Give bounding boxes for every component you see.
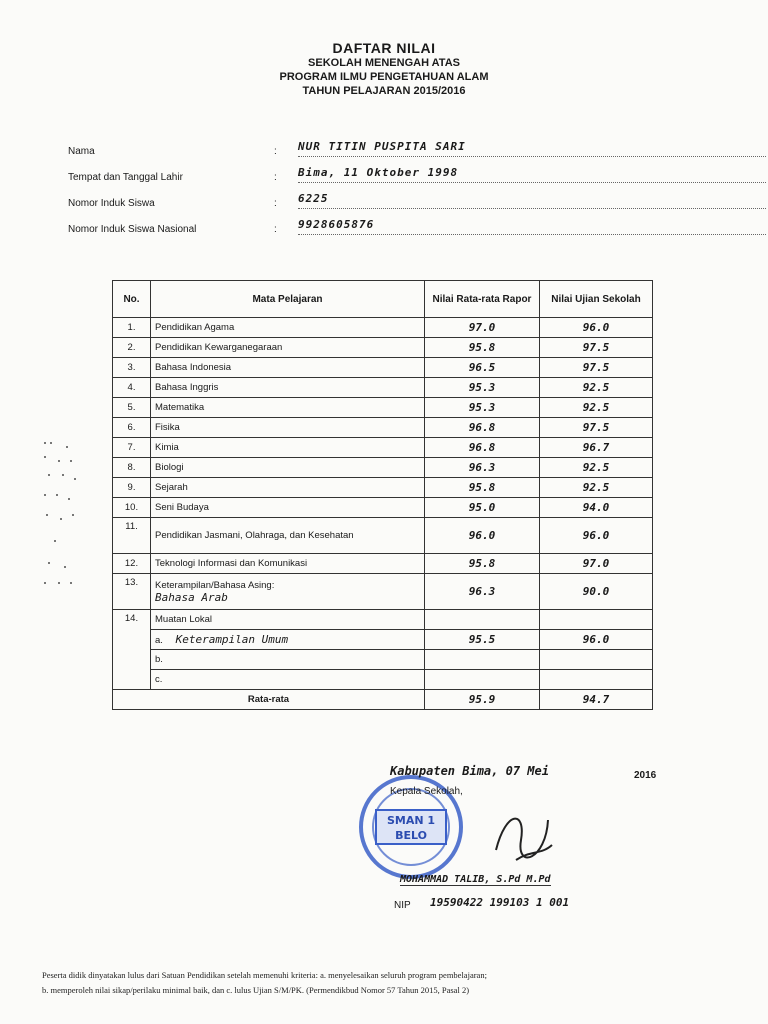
row-ujian: 92.5 bbox=[540, 398, 653, 418]
row-subject-detail: Keterampilan Umum bbox=[175, 633, 289, 646]
stamp-line1: SMAN 1 bbox=[386, 814, 436, 827]
row-ujian: 96.0 bbox=[540, 318, 653, 338]
row-subject: Muatan Lokal bbox=[151, 610, 425, 630]
sub-letter: a. bbox=[155, 635, 163, 646]
row-no: 8. bbox=[113, 458, 151, 478]
row-ujian-empty bbox=[540, 610, 653, 630]
row-no: 14. bbox=[113, 610, 151, 690]
row-ujian: 97.5 bbox=[540, 358, 653, 378]
row-ujian: 92.5 bbox=[540, 478, 653, 498]
student-birth: Bima, 11 Oktober 1998 bbox=[298, 164, 766, 183]
table-row bbox=[113, 438, 653, 458]
info-label: Nomor Induk Siswa bbox=[68, 198, 155, 209]
row-rapor-empty bbox=[425, 610, 540, 630]
row-rapor: 95.5 bbox=[425, 630, 540, 650]
table-row bbox=[113, 670, 653, 690]
table-row bbox=[113, 650, 653, 670]
school-level: SEKOLAH MENENGAH ATAS bbox=[308, 57, 460, 69]
table-row bbox=[113, 398, 653, 418]
handwritten-signature bbox=[486, 800, 556, 870]
principal-name: MOHAMMAD TALIB, S.Pd M.Pd bbox=[400, 874, 551, 885]
table-header-row bbox=[113, 281, 653, 318]
row-ujian: 92.5 bbox=[540, 378, 653, 398]
info-label: Nomor Induk Siswa Nasional bbox=[68, 224, 197, 235]
table-row bbox=[113, 338, 653, 358]
row-subject-cell bbox=[151, 574, 425, 610]
info-label: Nama bbox=[68, 146, 95, 157]
row-no: 9. bbox=[113, 478, 151, 498]
row-subject: Pendidikan Kewarganegaraan bbox=[151, 338, 425, 358]
row-subject: Bahasa Inggris bbox=[151, 378, 425, 398]
row-rapor: 95.3 bbox=[425, 378, 540, 398]
info-label: Tempat dan Tanggal Lahir bbox=[68, 172, 183, 183]
row-ujian: 97.5 bbox=[540, 338, 653, 358]
row-no: 11. bbox=[113, 518, 151, 554]
info-row-nis bbox=[68, 190, 708, 216]
row-subject: Matematika bbox=[151, 398, 425, 418]
row-ujian: 92.5 bbox=[540, 458, 653, 478]
table-row bbox=[113, 574, 653, 610]
row-ujian-empty bbox=[540, 650, 653, 670]
row-no: 13. bbox=[113, 574, 151, 610]
grades-table bbox=[112, 280, 653, 710]
info-row-birth bbox=[68, 164, 708, 190]
table-row bbox=[113, 418, 653, 438]
info-colon: : bbox=[274, 146, 277, 157]
program-name: PROGRAM ILMU PENGETAHUAN ALAM bbox=[279, 71, 489, 83]
table-row bbox=[113, 378, 653, 398]
row-no: 4. bbox=[113, 378, 151, 398]
row-rapor: 95.8 bbox=[425, 338, 540, 358]
header-subject: Mata Pelajaran bbox=[151, 281, 425, 318]
header-ujian: Nilai Ujian Sekolah bbox=[540, 281, 653, 318]
row-ujian: 96.7 bbox=[540, 438, 653, 458]
info-colon: : bbox=[274, 172, 277, 183]
row-rapor: 96.3 bbox=[425, 458, 540, 478]
row-no: 6. bbox=[113, 418, 151, 438]
row-ujian-empty bbox=[540, 670, 653, 690]
sub-letter: b. bbox=[151, 650, 425, 670]
average-rapor: 95.9 bbox=[425, 690, 540, 710]
signature-year: 2016 bbox=[634, 770, 657, 781]
info-colon: : bbox=[274, 224, 277, 235]
row-ujian: 90.0 bbox=[540, 574, 653, 610]
row-no: 1. bbox=[113, 318, 151, 338]
table-row bbox=[113, 478, 653, 498]
row-no: 3. bbox=[113, 358, 151, 378]
row-ujian: 94.0 bbox=[540, 498, 653, 518]
row-subject: Sejarah bbox=[151, 478, 425, 498]
row-rapor: 96.8 bbox=[425, 438, 540, 458]
info-row-nisn bbox=[68, 216, 708, 242]
row-rapor: 95.8 bbox=[425, 554, 540, 574]
table-row bbox=[113, 610, 653, 630]
row-no: 5. bbox=[113, 398, 151, 418]
signature-place-date: Kabupaten Bima, 07 Mei bbox=[390, 764, 549, 778]
student-nis: 6225 bbox=[298, 190, 766, 209]
sub-letter: c. bbox=[151, 670, 425, 690]
footer-line: b. memperoleh nilai sikap/perilaku minimal baik, dan c. lulus Ujian S/M/PK. (Permendikbud Nomor 57 Tahun 2015, Pasal 2) bbox=[42, 985, 470, 995]
row-subject-cell bbox=[151, 630, 425, 650]
info-colon: : bbox=[274, 198, 277, 209]
header-rapor: Nilai Rata-rata Rapor bbox=[425, 281, 540, 318]
row-rapor: 96.8 bbox=[425, 418, 540, 438]
row-subject: Teknologi Informasi dan Komunikasi bbox=[151, 554, 425, 574]
average-ujian: 94.7 bbox=[540, 690, 653, 710]
row-rapor: 96.5 bbox=[425, 358, 540, 378]
table-row bbox=[113, 554, 653, 574]
footer-note bbox=[42, 968, 752, 998]
row-subject-detail: Bahasa Arab bbox=[155, 590, 228, 604]
table-row bbox=[113, 518, 653, 554]
row-no: 10. bbox=[113, 498, 151, 518]
footer-line: Peserta didik dinyatakan lulus dari Satuan Pendidikan setelah memenuhi kriteria: a. menyelesaikan seluruh program pembelajaran; bbox=[42, 970, 487, 980]
row-ujian: 96.0 bbox=[540, 630, 653, 650]
row-rapor: 95.0 bbox=[425, 498, 540, 518]
row-no: 2. bbox=[113, 338, 151, 358]
row-subject: Fisika bbox=[151, 418, 425, 438]
document-header bbox=[0, 40, 768, 98]
row-rapor-empty bbox=[425, 650, 540, 670]
table-row bbox=[113, 358, 653, 378]
row-subject: Biologi bbox=[151, 458, 425, 478]
row-ujian: 96.0 bbox=[540, 518, 653, 554]
row-subject: Pendidikan Agama bbox=[151, 318, 425, 338]
row-rapor-empty bbox=[425, 670, 540, 690]
row-ujian: 97.0 bbox=[540, 554, 653, 574]
nip-label: NIP bbox=[394, 900, 411, 911]
student-nisn: 9928605876 bbox=[298, 216, 766, 235]
table-row bbox=[113, 458, 653, 478]
row-no: 12. bbox=[113, 554, 151, 574]
row-rapor: 97.0 bbox=[425, 318, 540, 338]
row-subject: Keterampilan/Bahasa Asing: bbox=[155, 579, 275, 591]
row-subject: Seni Budaya bbox=[151, 498, 425, 518]
row-rapor: 95.8 bbox=[425, 478, 540, 498]
info-row-name bbox=[68, 138, 708, 164]
row-rapor: 95.3 bbox=[425, 398, 540, 418]
student-name: NUR TITIN PUSPITA SARI bbox=[298, 138, 766, 157]
signature-role: Kepala Sekolah, bbox=[390, 786, 463, 797]
row-rapor: 96.3 bbox=[425, 574, 540, 610]
edge-dots-decoration bbox=[40, 440, 80, 590]
document-title: DAFTAR NILAI bbox=[332, 40, 436, 56]
row-rapor: 96.0 bbox=[425, 518, 540, 554]
average-row bbox=[113, 690, 653, 710]
table-row bbox=[113, 630, 653, 650]
table-row bbox=[113, 498, 653, 518]
row-ujian: 97.5 bbox=[540, 418, 653, 438]
row-subject: Kimia bbox=[151, 438, 425, 458]
average-label: Rata-rata bbox=[113, 690, 425, 710]
row-subject: Bahasa Indonesia bbox=[151, 358, 425, 378]
header-no: No. bbox=[113, 281, 151, 318]
stamp-line2: BELO bbox=[395, 829, 427, 842]
row-subject: Pendidikan Jasmani, Olahraga, dan Kesehatan bbox=[151, 518, 425, 554]
row-no: 7. bbox=[113, 438, 151, 458]
table-row bbox=[113, 318, 653, 338]
nip-value: 19590422 199103 1 001 bbox=[430, 896, 570, 909]
student-info bbox=[68, 138, 708, 242]
academic-year: TAHUN PELAJARAN 2015/2016 bbox=[302, 85, 466, 97]
